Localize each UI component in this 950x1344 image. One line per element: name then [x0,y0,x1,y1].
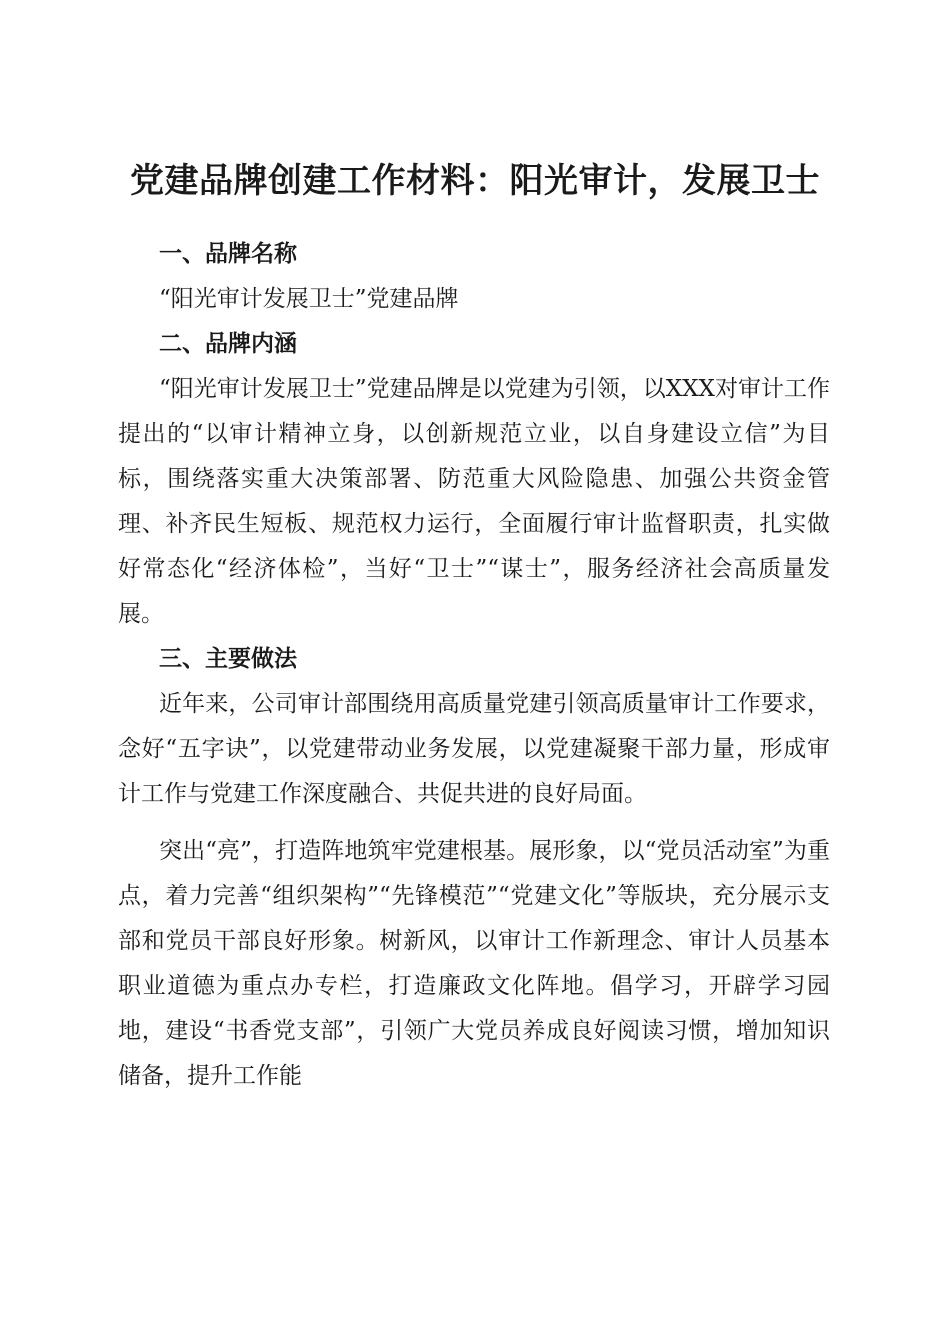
paragraph-brand-name: “阳光审计发展卫士”党建品牌 [159,286,459,312]
paragraph-gap [118,817,830,829]
paragraph-main-practices-intro: 近年来，公司审计部围绕用高质量党建引领高质量审计工作要求，念好“五字诀”，以党建带动业务发展，以党建凝聚干部力量，形成审计工作与党建工作深度融合、共促共进的良好局面。 [118,691,830,807]
section-heading-main-practices: 三、主要做法 [159,646,297,672]
section-heading-brand-name: 一、品牌名称 [159,241,297,267]
document-title: 党建品牌创建工作材料：阳光审计，发展卫士 [130,160,820,201]
paragraph-main-practices-liang: 突出“亮”，打造阵地筑牢党建根基。展形象，以“党员活动室”为重点，着力完善“组织架构”“先锋模范”“党建文化”等版块，充分展示支部和党员干部良好形象。树新风，以审计工作新理念、审计人员基本职业道德为重点办专栏，打造廉政文化阵地。倡学习，开辟学习园地，建设“书香党支部”，引领广大党员养成良好阅读习惯，增加知识储备，提升工作能 [118,838,830,1089]
paragraph-brand-connotation: “阳光审计发展卫士”党建品牌是以党建为引领，以XXX对审计工作提出的“以审计精神立身，以创新规范立业，以自身建设立信”为目标，围绕落实重大决策部署、防范重大风险隐患、加强公共资金管理、补齐民生短板、规范权力运行，全面履行审计监督职责，扎实做好常态化“经济体检”，当好“卫士”“谋士”，服务经济社会高质量发展。 [118,376,830,627]
section-heading-brand-connotation: 二、品牌内涵 [159,331,297,357]
document-body [118,232,830,1099]
